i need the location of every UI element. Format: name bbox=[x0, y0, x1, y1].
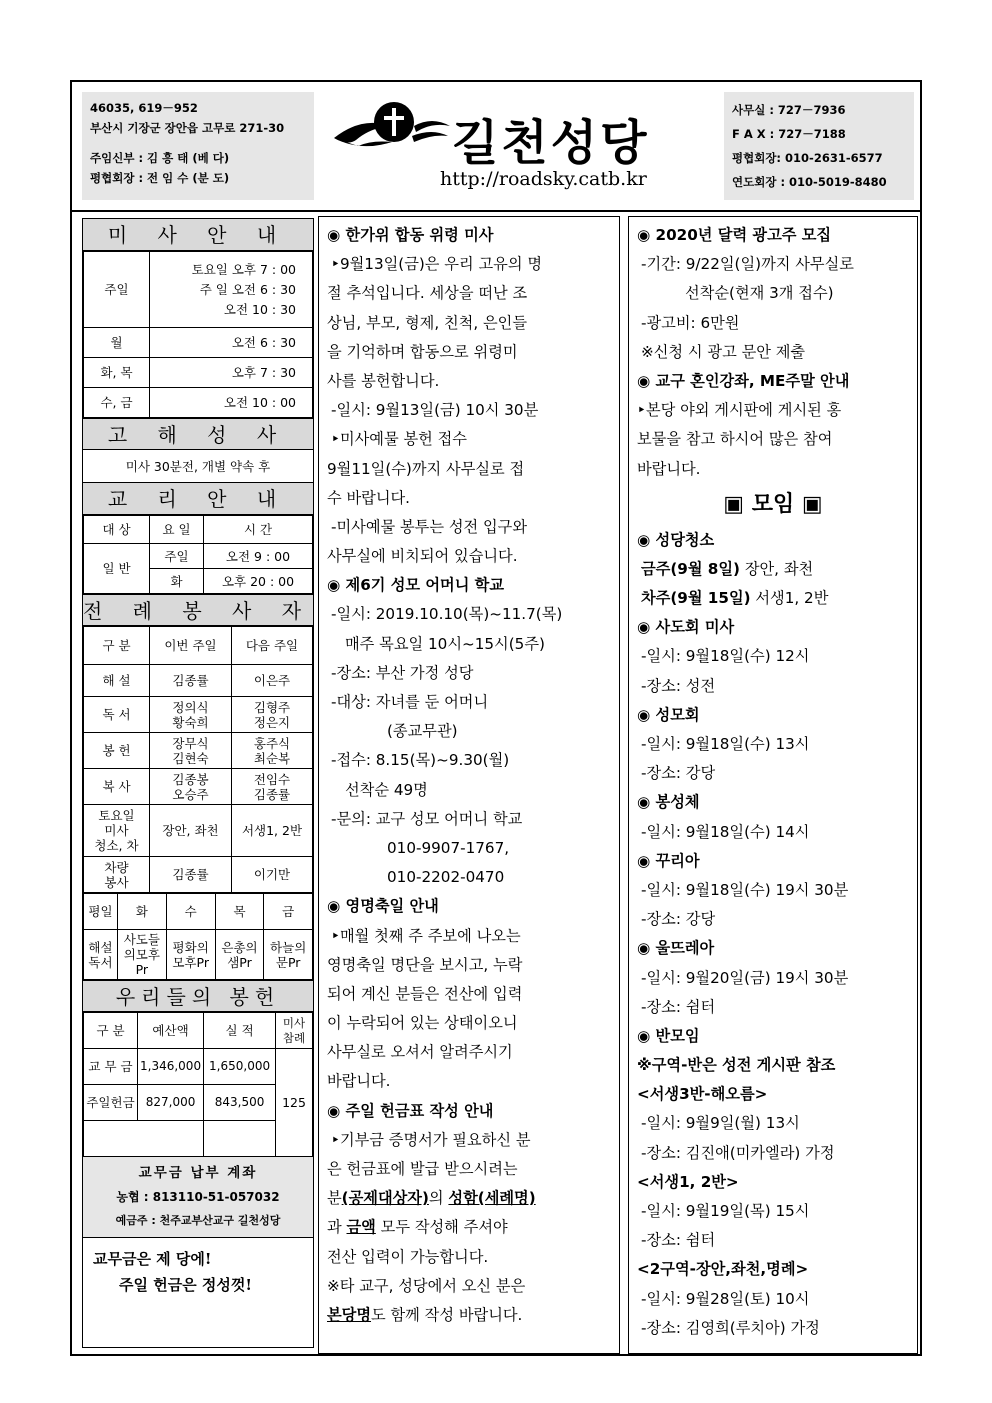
server-next-week: 서생1, 2반 bbox=[232, 805, 313, 857]
notice-line: 사를 봉헌합니다. bbox=[327, 371, 440, 390]
notice-line: 을 기억하며 합동으로 위령미 bbox=[327, 342, 518, 361]
header-divider bbox=[72, 210, 920, 212]
notice-line: 매주 목요일 10시~15시(5주) bbox=[345, 634, 545, 653]
notice-line: -기간: 9/22일(일)까지 사무실로 bbox=[641, 255, 854, 274]
notice-heading: ◉ 성모회 bbox=[637, 705, 700, 724]
notice-line: 사무실에 비치되어 있습니다. bbox=[327, 547, 518, 566]
notice-line: -미사예물 봉투는 성전 입구와 bbox=[331, 517, 528, 536]
server-next-week: 홍주식 최순복 bbox=[232, 733, 313, 769]
mass-time: 오전 10 : 30 bbox=[223, 301, 296, 317]
notice-line: 분(공제대상자)의 성함(세례명) bbox=[327, 1189, 536, 1208]
notice-heading: <서생3반-해오름> bbox=[637, 1085, 768, 1104]
servers-title: 전 례 봉 사 자 bbox=[83, 594, 313, 626]
server-next-week: 김형주 정은지 bbox=[232, 697, 313, 733]
table-header: 시 간 bbox=[204, 516, 313, 544]
notice-heading: ◉ 반모임 bbox=[637, 1026, 700, 1045]
table-header: 이번 주일 bbox=[150, 627, 232, 665]
weekday-server: 은총의 샘Pr bbox=[215, 930, 264, 980]
council-phone: 평협회장: 010-2631-6577 bbox=[732, 151, 883, 165]
servers-table bbox=[83, 626, 313, 893]
attendance-value: 125 bbox=[282, 1095, 306, 1110]
weekday-server: 평화의 모후Pr bbox=[166, 930, 215, 980]
notice-line: ‣기부금 증명서가 필요하신 분 bbox=[331, 1130, 531, 1149]
offering-title: 우리들의 봉헌 bbox=[83, 980, 313, 1012]
server-this-week: 장안, 좌천 bbox=[150, 805, 232, 857]
notice-line: ※타 교구, 성당에서 오신 분은 bbox=[327, 1276, 526, 1295]
notice-line: 과 금액 모두 작성해 주셔야 bbox=[327, 1218, 508, 1237]
table-header: 화 bbox=[118, 894, 167, 930]
header bbox=[72, 82, 920, 208]
catechism-group: 일 반 bbox=[84, 544, 150, 594]
notice-heading: ◉ 영명축일 안내 bbox=[327, 897, 439, 916]
notice-line: -일시: 9월13일(금) 10시 30분 bbox=[331, 401, 539, 420]
table-header: 대 상 bbox=[84, 516, 150, 544]
mass-schedule-title: 미 사 안 내 bbox=[83, 219, 313, 251]
notice-line: -광고비: 6만원 bbox=[641, 313, 740, 332]
notice-line: -장소: 강당 bbox=[641, 764, 716, 783]
notice-line: -일시: 9월9일(월) 13시 bbox=[641, 1114, 800, 1133]
left-sidebar bbox=[82, 218, 314, 1348]
website-url[interactable]: http://roadsky.catb.kr bbox=[440, 168, 647, 190]
notice-line: 사무실로 오셔서 알려주시기 bbox=[327, 1043, 513, 1062]
notice-line: ※신청 시 광고 문안 제출 bbox=[641, 342, 806, 361]
notice-line: -문의: 교구 성모 어머니 학교 bbox=[331, 809, 523, 828]
offering-actual: 843,500 bbox=[204, 1085, 276, 1121]
notice-line: (종교무관) bbox=[387, 722, 458, 741]
attendance bbox=[276, 1049, 313, 1157]
weekday-servers-table bbox=[83, 893, 313, 980]
mass-day: 수, 금 bbox=[84, 388, 150, 418]
catechism-time: 오전 9 : 00 bbox=[204, 544, 313, 569]
catechism-time: 오후 20 : 00 bbox=[204, 569, 313, 594]
mass-schedule-table bbox=[83, 251, 313, 418]
notice-line: -일시: 9월18일(수) 14시 bbox=[641, 822, 810, 841]
table-header: 요 일 bbox=[150, 516, 204, 544]
address-box bbox=[82, 92, 314, 200]
notice-heading: <서생1, 2반> bbox=[637, 1172, 739, 1191]
table-header: 수 bbox=[166, 894, 215, 930]
notice-line: 010-2202-0470 bbox=[387, 868, 505, 887]
table-header: 금 bbox=[264, 894, 313, 930]
notice-heading: ※구역-반은 성전 게시판 참조 bbox=[637, 1056, 836, 1075]
bank-account-box bbox=[83, 1157, 313, 1238]
section-banner: ▣ 모임 ▣ bbox=[723, 491, 823, 517]
motto bbox=[83, 1238, 313, 1306]
notice-heading: ◉ 꾸리아 bbox=[637, 851, 700, 870]
notice-line: ‣매월 첫째 주 주보에 나오는 bbox=[331, 926, 521, 945]
notice-line: ‣본당 야외 게시판에 게시된 홍 bbox=[637, 401, 842, 420]
notice-line: -일시: 2019.10.10(목)~11.7(목) bbox=[331, 605, 563, 624]
fax-number: F A X : 727－7188 bbox=[732, 127, 846, 141]
notice-heading: ◉ 2020년 달력 광고주 모집 bbox=[637, 226, 832, 244]
weekday-server: 사도들 의모후 Pr bbox=[118, 930, 167, 980]
notice-line: 보물을 참고 하시어 많은 참여 bbox=[637, 430, 833, 449]
notice-heading: ◉ 성당청소 bbox=[637, 530, 715, 549]
notice-line: -일시: 9월18일(수) 13시 bbox=[641, 735, 810, 753]
notice-line: -장소: 강당 bbox=[641, 910, 716, 929]
server-this-week: 김종봉 오승주 bbox=[150, 769, 232, 805]
notice-line: 010-9907-1767, bbox=[387, 838, 510, 857]
offering-label: 주일헌금 bbox=[84, 1085, 138, 1121]
notice-line: -접수: 8.15(목)~9.30(월) bbox=[331, 751, 510, 770]
offering-budget: 1,346,000 bbox=[138, 1049, 204, 1085]
table-header: 실 적 bbox=[204, 1013, 276, 1049]
mass-time: 오후 7 : 30 bbox=[150, 358, 313, 388]
offering-budget: 827,000 bbox=[138, 1085, 204, 1121]
notice-heading: ◉ 울뜨레아 bbox=[637, 939, 715, 958]
bulletin-frame bbox=[70, 80, 922, 1356]
notice-line: 차주(9월 15일) 서생1, 2반 bbox=[641, 589, 829, 608]
office-phone: 사무실 : 727－7936 bbox=[732, 103, 846, 117]
notice-line: -대상: 자녀를 둔 어머니 bbox=[331, 693, 489, 711]
notice-line: -장소: 쉼터 bbox=[641, 997, 716, 1016]
notice-line: 되어 계신 분들은 전산에 입력 bbox=[327, 984, 523, 1003]
street-address: 부산시 기장군 장안읍 고무로 271-30 bbox=[90, 121, 285, 135]
offering-label: 교 무 금 bbox=[84, 1049, 138, 1085]
notice-line: -일시: 9월18일(수) 12시 bbox=[641, 647, 810, 666]
sunday-label: 주일 bbox=[84, 252, 150, 328]
table-header: 목 bbox=[215, 894, 264, 930]
server-this-week: 김종률 bbox=[150, 665, 232, 697]
notice-heading: ◉ 한가위 합동 위령 미사 bbox=[327, 226, 494, 244]
table-header: 구 분 bbox=[84, 1013, 138, 1049]
server-role: 복 사 bbox=[84, 769, 150, 805]
notice-column-1 bbox=[318, 216, 620, 1354]
notice-line: 바랍니다. bbox=[327, 1072, 391, 1091]
notice-heading: <2구역-장안,좌천,명례> bbox=[637, 1260, 809, 1279]
catechism-day: 화 bbox=[150, 569, 204, 594]
catechism-table bbox=[83, 515, 313, 594]
catechism-title: 교 리 안 내 bbox=[83, 483, 313, 515]
council-president: 평협회장 : 전 임 수 (분 도) bbox=[90, 171, 230, 185]
table-header: 예산액 bbox=[138, 1013, 204, 1049]
notice-line: 본당명도 함께 작성 바랍니다. bbox=[327, 1305, 523, 1324]
server-role: 토요일 미사 청소, 차 bbox=[84, 805, 150, 857]
table-header: 미사 참례 bbox=[276, 1013, 313, 1049]
contact-box bbox=[724, 92, 914, 200]
notice-line: 절 추석입니다. 세상을 떠난 조 bbox=[327, 284, 528, 303]
notice-line: 금주(9월 8일) 장안, 좌천 bbox=[641, 559, 814, 578]
notice-line: 영명축일 명단을 보시고, 누락 bbox=[327, 955, 523, 974]
notice-line: ‣미사예물 봉헌 접수 bbox=[331, 430, 467, 449]
mass-day: 화, 목 bbox=[84, 358, 150, 388]
server-role: 차량 봉사 bbox=[84, 857, 150, 893]
table-header: 평일 bbox=[84, 894, 118, 930]
pastor-name: 주임신부 : 김 흥 태 (베 다) bbox=[90, 151, 230, 165]
bank-account: 농협 : 813110-51-057032 bbox=[116, 1190, 280, 1204]
mass-time: 오전 10 : 00 bbox=[150, 388, 313, 418]
server-next-week: 이은주 bbox=[232, 665, 313, 697]
notice-line: -일시: 9월28일(토) 10시 bbox=[641, 1289, 810, 1308]
notice-column-2 bbox=[628, 216, 918, 1354]
church-logo-icon bbox=[332, 96, 452, 156]
notice-line: ‣9월13일(금)은 우리 고유의 명 bbox=[331, 255, 542, 274]
notice-line: 은 헌금표에 발급 받으시려는 bbox=[327, 1160, 518, 1178]
server-this-week: 정의식 황숙희 bbox=[150, 697, 232, 733]
notice-line: 선착순 49명 bbox=[345, 780, 428, 799]
motto-line: 교무금은 제 당에! bbox=[93, 1250, 212, 1268]
server-this-week: 김종률 bbox=[150, 857, 232, 893]
table-header: 다음 주일 bbox=[232, 627, 313, 665]
offering-actual: 1,650,000 bbox=[204, 1049, 276, 1085]
mass-time: 토요일 오후 7 : 00 bbox=[191, 261, 296, 277]
notice-heading: ◉ 제6기 성모 어머니 학교 bbox=[327, 576, 505, 595]
notice-line: 수 바랍니다. bbox=[327, 488, 411, 507]
motto-line: 주일 헌금은 정성껏! bbox=[119, 1276, 252, 1294]
notice-line: 바랍니다. bbox=[637, 459, 701, 478]
notice-line: -일시: 9월18일(수) 19시 30분 bbox=[641, 880, 849, 899]
church-name: 길천성당 bbox=[452, 115, 650, 171]
notice-line: -장소: 김영희(루치아) 가정 bbox=[641, 1318, 820, 1337]
notice-heading: ◉ 교구 혼인강좌, ME주말 안내 bbox=[637, 371, 850, 390]
weekday-server: 하늘의 문Pr bbox=[264, 930, 313, 980]
notice-line: 이 누락되어 있는 상태이오니 bbox=[327, 1014, 518, 1033]
notice-line: -일시: 9월20일(금) 19시 30분 bbox=[641, 968, 849, 987]
notice-heading: ◉ 사도회 미사 bbox=[637, 618, 735, 637]
notice-line: 전산 입력이 가능합니다. bbox=[327, 1247, 489, 1266]
server-role: 독 서 bbox=[84, 697, 150, 733]
notice-line: 선착순(현재 3개 접수) bbox=[685, 284, 834, 303]
postal-code: 46035, 619－952 bbox=[90, 101, 198, 115]
bank-holder: 예금주 : 천주교부산교구 길천성당 bbox=[115, 1214, 281, 1227]
notice-line: -장소: 부산 가정 성당 bbox=[331, 663, 474, 682]
table-header: 구 분 bbox=[84, 627, 150, 665]
notice-heading: ◉ 주일 헌금표 작성 안내 bbox=[327, 1101, 494, 1120]
notice-line: -장소: 김진애(미카엘라) 가정 bbox=[641, 1143, 835, 1162]
server-next-week: 전임수 김종률 bbox=[232, 769, 313, 805]
catechism-day: 주일 bbox=[150, 544, 204, 569]
server-next-week: 이기만 bbox=[232, 857, 313, 893]
mass-time: 주 일 오전 6 : 30 bbox=[199, 281, 296, 297]
mass-time: 오전 6 : 30 bbox=[150, 328, 313, 358]
bank-title: 교무금 납부 계좌 bbox=[138, 1165, 258, 1181]
confession-info: 미사 30분전, 개별 약속 후 bbox=[83, 450, 313, 483]
notice-line: 9월11일(수)까지 사무실로 접 bbox=[327, 459, 525, 478]
server-this-week: 장무식 김현숙 bbox=[150, 733, 232, 769]
notice-heading: ◉ 봉성체 bbox=[637, 793, 700, 812]
mass-day: 월 bbox=[84, 328, 150, 358]
notice-line: -일시: 9월19일(목) 15시 bbox=[641, 1202, 810, 1220]
weekday-server: 해설 독서 bbox=[84, 930, 118, 980]
confession-title: 고 해 성 사 bbox=[83, 418, 313, 450]
notice-line: -장소: 쉼터 bbox=[641, 1231, 716, 1250]
notice-line: -장소: 성전 bbox=[641, 676, 716, 695]
server-role: 봉 헌 bbox=[84, 733, 150, 769]
memorial-phone: 연도회장 : 010-5019-8480 bbox=[732, 175, 887, 189]
notice-line: 상님, 부모, 형제, 친척, 은인들 bbox=[327, 313, 528, 332]
server-role: 해 설 bbox=[84, 665, 150, 697]
offering-table bbox=[83, 1012, 313, 1157]
